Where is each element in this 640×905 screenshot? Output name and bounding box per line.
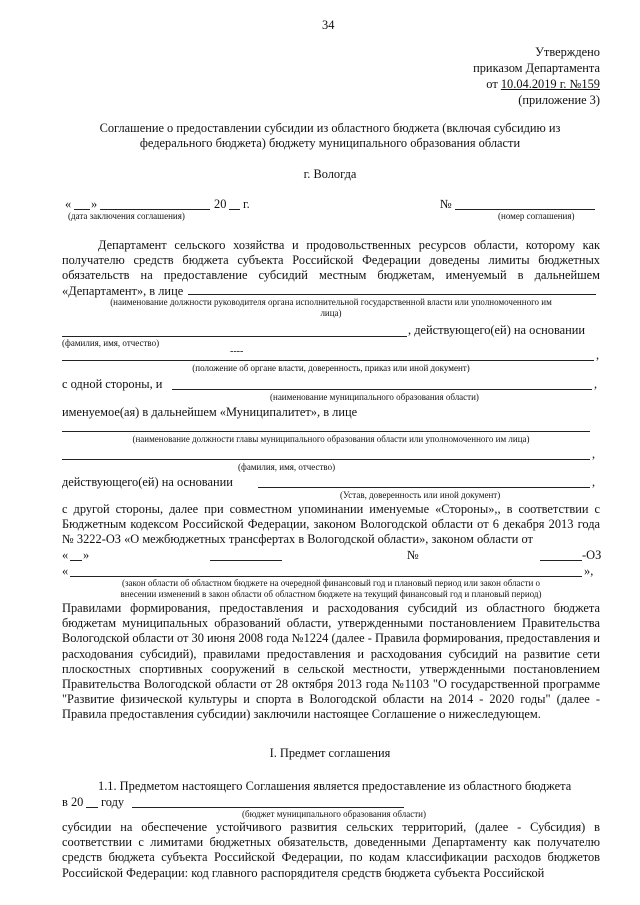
law-name-open: « [62,564,69,578]
fio-blank [62,336,407,337]
date-close-quote: » [91,197,98,211]
section1-year-prefix: в 20 [62,795,84,809]
caption-municipality: (наименование муниципального образования области) [270,392,479,402]
law-month-blank [210,560,282,561]
preamble-paragraph: Департамент сельского хозяйства и продовольственных ресурсов области, которому как получателю средств бюджета субъекта Российской Федерации доведены лимиты бюджетных обязательств на предоставление субсидий местным бюджетам, именуемый в дальнейшем «Департамент», в лице [62,238,600,298]
basis-dash: ---- [230,346,244,357]
law-open-quote: « [62,548,69,562]
caption-head-municipality: (наименование должности главы муниципального образования области или уполномоченного им лица) [132,434,530,444]
section1-p1-rest: субсидии на обеспечение устойчивого развития сельских территорий, (далее - Субсидия) в соответствии с лимитами бюджетных обязательств, доведенными Департаменту как получателю средств бюджета субъекта Российской Федерации, по кодам классификации расходов бюджетов Российской Федерации: код главного распорядителя средств бюджета субъекта Российской [62,820,600,880]
caption-budget: (бюджет муниципального образования области) [242,809,426,819]
one-side-text: с одной стороны, и [62,377,163,391]
law-number-sign: № [407,548,419,562]
named-municipality-text: именуемое(ая) в дальнейшем «Муниципалитет», в лице [62,405,358,419]
document-title-line2: федерального бюджета) бюджету муниципального образования области [139,136,521,150]
city: г. Вологда [303,167,357,181]
date-year: 20 [214,197,227,211]
approval-date-prefix: от [486,77,501,91]
date-day-blank [74,209,90,210]
fio2-comma: , [592,447,596,461]
other-side-paragraph: с другой стороны, далее при совместном упоминании именуемые «Стороны»,, в соответствии с Бюджетным кодексом Российской Федерации, законом Вологодской области от 6 декабря 2013 года № 3222-ОЗ «О межбюджетных трансфертах в Вологодской области», законом области от [62,502,600,547]
date-caption: (дата заключения соглашения) [68,211,185,221]
approval-line3 [486,77,600,91]
head-municipality-blank [62,431,590,432]
law-day-blank [70,560,82,561]
section1-p1-line1: 1.1. Предметом настоящего Соглашения является предоставление из областного бюджета [98,779,572,793]
acting-text: , действующего(ей) на основании [408,323,586,337]
page-number: 34 [322,18,335,32]
basis-comma: , [596,348,600,362]
fio2-blank [62,459,590,460]
section1-year-blank [86,807,98,808]
date-year-suffix: г. [243,197,250,211]
charter-comma: , [592,475,596,489]
charter-blank [258,487,590,488]
section1-year-suffix: году [101,795,125,809]
law-name-close: », [584,564,594,578]
caption-law-line2: внесении изменений в закон области об областном бюджете на текущий финансовый год и плановый период) [120,589,542,599]
number-sign: № [440,197,452,211]
date-year-blank [229,209,240,210]
caption-head-line1: (наименование должности руководителя органа исполнительной государственной власти или уполномоченного им [110,297,552,307]
section1-heading: I. Предмет соглашения [269,746,391,760]
approval-date: 10.04.2019 г. №159 [500,77,600,91]
caption-law-line1: (закон области об областном бюджете на очередной финансовый год и плановый период или закон области о [121,578,541,588]
approval-line2: приказом Департамента [473,61,600,75]
caption-fio2: (фамилия, имя, отчество) [238,462,336,472]
number-caption: (номер соглашения) [498,211,575,221]
caption-basis: (положение об органе власти, доверенность, приказ или иной документ) [192,363,470,373]
section1-budget-blank [132,807,404,808]
law-name-blank [70,576,582,577]
date-month-blank [100,209,210,210]
caption-fio: (фамилия, имя, отчество) [62,338,160,348]
rules-paragraph: Правилами формирования, предоставления и расходования субсидий из областного бюджета бюджетам муниципальных образований области, утвержденными постановлением Правительства Вологодской области от 30 июня 2008 года №1224 (далее - Правила формирования, предоставления и расходования субсидий), правилами предоставления и расходования субсидий на развитие сети плоскостных спортивных сооружений в сельской местности, утвержденными постановлением Правительства Вологодской области от 28 октября 2013 года №1103 "О государственной программе "Развитие физической культуры и спорта в Вологодской области на 2014 - 2020 годы" (далее - Правила предоставления субсидии) заключили настоящее Соглашение о нижеследующем. [62,601,600,722]
basis-blank [62,360,594,361]
date-open-quote: « [65,197,72,211]
acting-basis-text: действующего(ей) на основании [62,475,233,489]
approval-line4: (приложение 3) [518,93,600,107]
agreement-number-blank [455,209,595,210]
municipality-blank [172,389,592,390]
head-name-blank [188,294,596,295]
law-number-blank [540,560,582,561]
law-oz: -ОЗ [582,548,602,562]
caption-head-line2: лица) [320,308,342,318]
document-title-line1: Соглашение о предоставлении субсидии из областного бюджета (включая субсидию из [99,121,561,135]
caption-charter: (Устав, доверенность или иной документ) [340,490,501,500]
municipality-comma: , [594,377,598,391]
law-close-quote: » [83,548,90,562]
approval-line1: Утверждено [535,45,600,59]
